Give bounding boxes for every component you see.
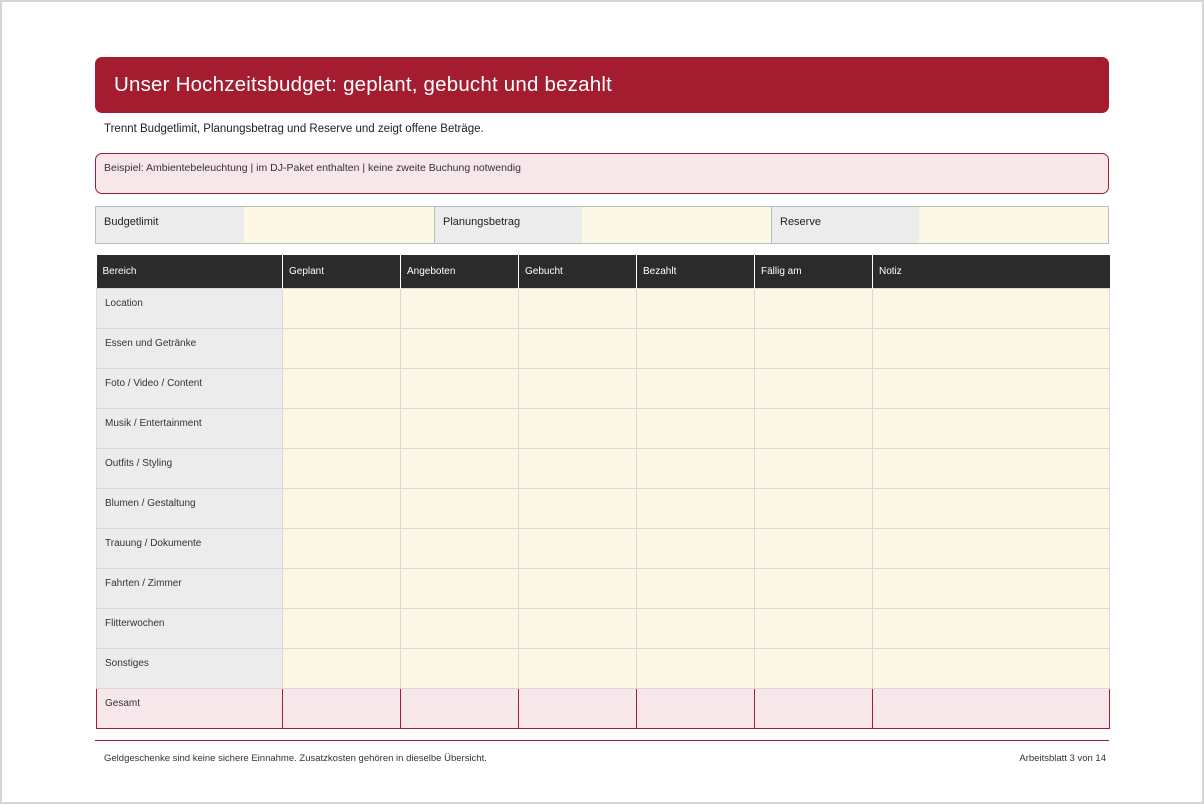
table-row [97, 528, 1110, 568]
booked-cell[interactable] [519, 368, 637, 408]
due-date-cell[interactable] [755, 408, 873, 448]
page-subtitle: Trennt Budgetlimit, Planungsbetrag und Reserve und zeigt offene Beträge. [104, 123, 484, 135]
total-label: Gesamt [97, 688, 283, 728]
reserve-field[interactable] [919, 207, 1108, 243]
note-cell[interactable] [873, 568, 1110, 608]
offered-cell[interactable] [401, 648, 519, 688]
planned-cell[interactable] [283, 288, 401, 328]
total-offered-cell[interactable] [401, 688, 519, 728]
booked-cell[interactable] [519, 408, 637, 448]
column-header-note: Notiz [873, 255, 1110, 288]
budget-limit-label: Budgetlimit [96, 207, 244, 243]
page-number: Arbeitsblatt 3 von 14 [1019, 753, 1106, 764]
column-header-offered: Angeboten [401, 255, 519, 288]
total-paid-cell[interactable] [637, 688, 755, 728]
paid-cell[interactable] [637, 648, 755, 688]
paid-cell[interactable] [637, 368, 755, 408]
row-label: Fahrten / Zimmer [97, 568, 283, 608]
paid-cell[interactable] [637, 568, 755, 608]
total-planned-cell[interactable] [283, 688, 401, 728]
table-row [97, 368, 1110, 408]
booked-cell[interactable] [519, 488, 637, 528]
table-row [97, 488, 1110, 528]
note-cell[interactable] [873, 648, 1110, 688]
planned-cell[interactable] [283, 648, 401, 688]
note-cell[interactable] [873, 488, 1110, 528]
due-date-cell[interactable] [755, 368, 873, 408]
booked-cell[interactable] [519, 528, 637, 568]
planning-amount-label: Planungsbetrag [434, 207, 582, 243]
table-row [97, 328, 1110, 368]
planned-cell[interactable] [283, 368, 401, 408]
paid-cell[interactable] [637, 488, 755, 528]
offered-cell[interactable] [401, 328, 519, 368]
booked-cell[interactable] [519, 648, 637, 688]
column-header-booked: Gebucht [519, 255, 637, 288]
planned-cell[interactable] [283, 408, 401, 448]
table-row [97, 568, 1110, 608]
row-label: Foto / Video / Content [97, 368, 283, 408]
table-row [97, 648, 1110, 688]
budget-limit-field[interactable] [244, 207, 434, 243]
due-date-cell[interactable] [755, 528, 873, 568]
booked-cell[interactable] [519, 328, 637, 368]
due-date-cell[interactable] [755, 328, 873, 368]
offered-cell[interactable] [401, 528, 519, 568]
summary-row [95, 206, 1109, 244]
note-cell[interactable] [873, 368, 1110, 408]
reserve-label: Reserve [771, 207, 919, 243]
booked-cell[interactable] [519, 288, 637, 328]
note-cell[interactable] [873, 288, 1110, 328]
row-label: Blumen / Gestaltung [97, 488, 283, 528]
note-cell[interactable] [873, 528, 1110, 568]
due-date-cell[interactable] [755, 648, 873, 688]
offered-cell[interactable] [401, 568, 519, 608]
planned-cell[interactable] [283, 328, 401, 368]
title-bar [95, 57, 1109, 113]
row-label: Outfits / Styling [97, 448, 283, 488]
planned-cell[interactable] [283, 488, 401, 528]
planned-cell[interactable] [283, 608, 401, 648]
total-due-date-cell[interactable] [755, 688, 873, 728]
due-date-cell[interactable] [755, 288, 873, 328]
planned-cell[interactable] [283, 568, 401, 608]
planned-cell[interactable] [283, 448, 401, 488]
paid-cell[interactable] [637, 328, 755, 368]
example-text: Beispiel: Ambientebeleuchtung | im DJ-Paket enthalten | keine zweite Buchung notwendig [104, 162, 521, 174]
footer-note: Geldgeschenke sind keine sichere Einnahme. Zusatzkosten gehören in dieselbe Übersicht. [104, 753, 487, 764]
budget-table [96, 255, 1110, 729]
note-cell[interactable] [873, 328, 1110, 368]
column-header-area: Bereich [97, 255, 283, 288]
booked-cell[interactable] [519, 448, 637, 488]
total-booked-cell[interactable] [519, 688, 637, 728]
table-row [97, 408, 1110, 448]
offered-cell[interactable] [401, 288, 519, 328]
booked-cell[interactable] [519, 608, 637, 648]
due-date-cell[interactable] [755, 568, 873, 608]
planned-cell[interactable] [283, 528, 401, 568]
row-label: Flitterwochen [97, 608, 283, 648]
paid-cell[interactable] [637, 408, 755, 448]
offered-cell[interactable] [401, 368, 519, 408]
due-date-cell[interactable] [755, 488, 873, 528]
row-label: Location [97, 288, 283, 328]
total-row [97, 688, 1110, 728]
footer-divider [95, 740, 1109, 741]
offered-cell[interactable] [401, 488, 519, 528]
table-row [97, 448, 1110, 488]
row-label: Musik / Entertainment [97, 408, 283, 448]
paid-cell[interactable] [637, 448, 755, 488]
example-box [95, 153, 1109, 194]
row-label: Trauung / Dokumente [97, 528, 283, 568]
table-row [97, 608, 1110, 648]
column-header-paid: Bezahlt [637, 255, 755, 288]
offered-cell[interactable] [401, 408, 519, 448]
paid-cell[interactable] [637, 288, 755, 328]
due-date-cell[interactable] [755, 608, 873, 648]
row-label: Essen und Getränke [97, 328, 283, 368]
page-title: Unser Hochzeitsbudget: geplant, gebucht und bezahlt [114, 73, 612, 96]
table-header-row [97, 255, 1110, 288]
table-row [97, 288, 1110, 328]
offered-cell[interactable] [401, 608, 519, 648]
column-header-planned: Geplant [283, 255, 401, 288]
paid-cell[interactable] [637, 528, 755, 568]
planning-amount-field[interactable] [582, 207, 771, 243]
note-cell[interactable] [873, 608, 1110, 648]
column-header-due-date: Fällig am [755, 255, 873, 288]
paid-cell[interactable] [637, 608, 755, 648]
booked-cell[interactable] [519, 568, 637, 608]
note-cell[interactable] [873, 408, 1110, 448]
total-note-cell[interactable] [873, 688, 1110, 728]
offered-cell[interactable] [401, 448, 519, 488]
note-cell[interactable] [873, 448, 1110, 488]
due-date-cell[interactable] [755, 448, 873, 488]
row-label: Sonstiges [97, 648, 283, 688]
